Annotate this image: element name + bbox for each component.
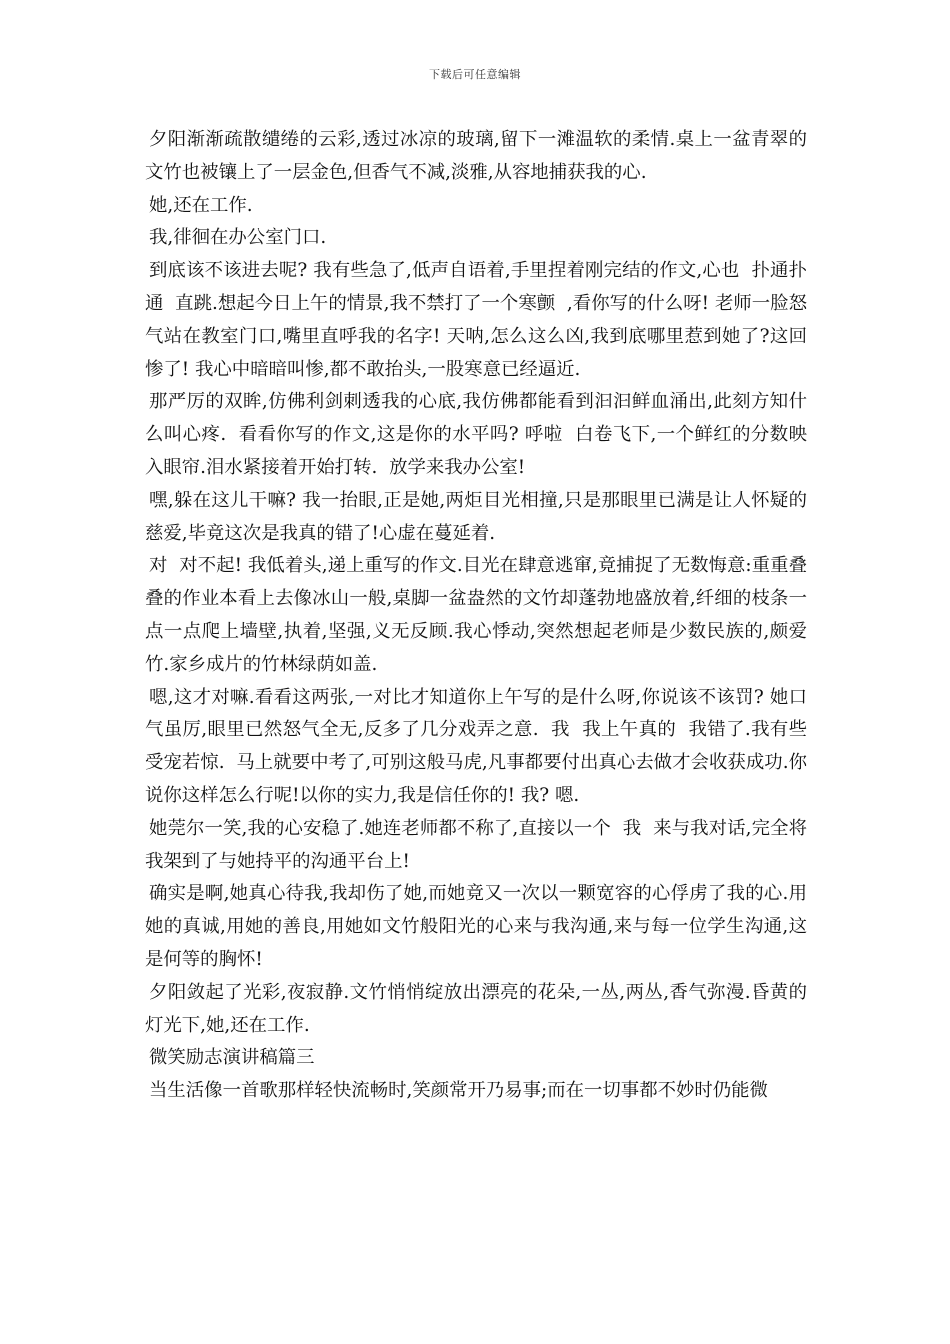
paragraph: 她,还在工作. — [149, 194, 253, 216]
paragraph: 确实是啊,她真心待我,我却伤了她,而她竟又一次以一颗宽容的心俘虏了我的心.用她的真诚,用她的善良,用她如文竹般阳光的心来与我沟通,来与每一位学生沟通,这是何等的胸怀! — [145, 883, 807, 970]
header-note: 下载后可任意编辑 — [429, 68, 521, 81]
paragraph: 夕阳敛起了光彩,夜寂静.文竹悄悄绽放出漂亮的花朵,一丛,两丛,香气弥漫.昏黄的灯光下,她,还在工作. — [145, 981, 807, 1036]
paragraph: 到底该不该进去呢? 我有些急了,低声自语着,手里捏着刚完结的作文,心也 扑通扑通 直跳.想起今日上午的情景,我不禁打了一个寒颤 ,看你写的什么呀! 老师一脸怒气站在教室门口,嘴里直呼我的名字! 天呐,怎么这么凶,我到底哪里惹到她了?这回惨了! 我心中暗暗叫惨,都不敢抬头,一股寒意已经逼近. — [145, 260, 807, 380]
paragraph: 对 对不起! 我低着头,递上重写的作文.目光在肆意逃窜,竟捕捉了无数悔意:重重叠叠的作业本看上去像冰山一般,桌脚一盆盎然的文竹却蓬勃地盛放着,纤细的枝条一点一点爬上墙壁,执着,坚强,义无反顾.我心悸动,突然想起老师是少数民族的,颇爱竹.家乡成片的竹林绿荫如盖. — [145, 555, 807, 675]
paragraph: 当生活像一首歌那样轻快流畅时,笑颜常开乃易事;而在一切事都不妙时仍能微 — [149, 1080, 768, 1102]
paragraph: 她莞尔一笑,我的心安稳了.她连老师都不称了,直接以一个 我 来与我对话,完全将我架到了与她持平的沟通平台上! — [145, 817, 807, 872]
section-heading: 微笑励志演讲稿篇三 — [149, 1047, 315, 1069]
paragraph: 嘿,躲在这儿干嘛? 我一抬眼,正是她,两炬目光相撞,只是那眼里已满是让人怀疑的慈爱,毕竟这次是我真的错了!心虚在蔓延着. — [145, 489, 807, 544]
paragraph: 夕阳渐渐疏散缱绻的云彩,透过冰凉的玻璃,留下一滩温软的柔情.桌上一盆青翠的文竹也被镶上了一层金色,但香气不减,淡雅,从容地捕获我的心. — [145, 129, 807, 183]
paragraph: 那严厉的双眸,仿佛利剑刺透我的心底,我仿佛都能看到汩汩鲜血涌出,此刻方知什么叫心疼. 看看你写的作文,这是你的水平吗? 呼啦 白卷飞下,一个鲜红的分数映入眼帘.泪水紧接着开始打转. 放学来我办公室! — [145, 391, 807, 478]
paragraph: 嗯,这才对嘛.看看这两张,一对比才知道你上午写的是什么呀,你说该不该罚? 她口气虽厉,眼里已然怒气全无,反多了几分戏弄之意. 我 我上午真的 我错了.我有些受宠若惊. 马上就要中考了,可别这般马虎,凡事都要付出真心去做才会收获成功.你说你这样怎么行呢!以你的实力,我是信任你的! 我? 嗯. — [145, 686, 807, 806]
paragraph: 我,徘徊在办公室门口. — [149, 227, 327, 249]
document-body — [145, 124, 807, 1108]
